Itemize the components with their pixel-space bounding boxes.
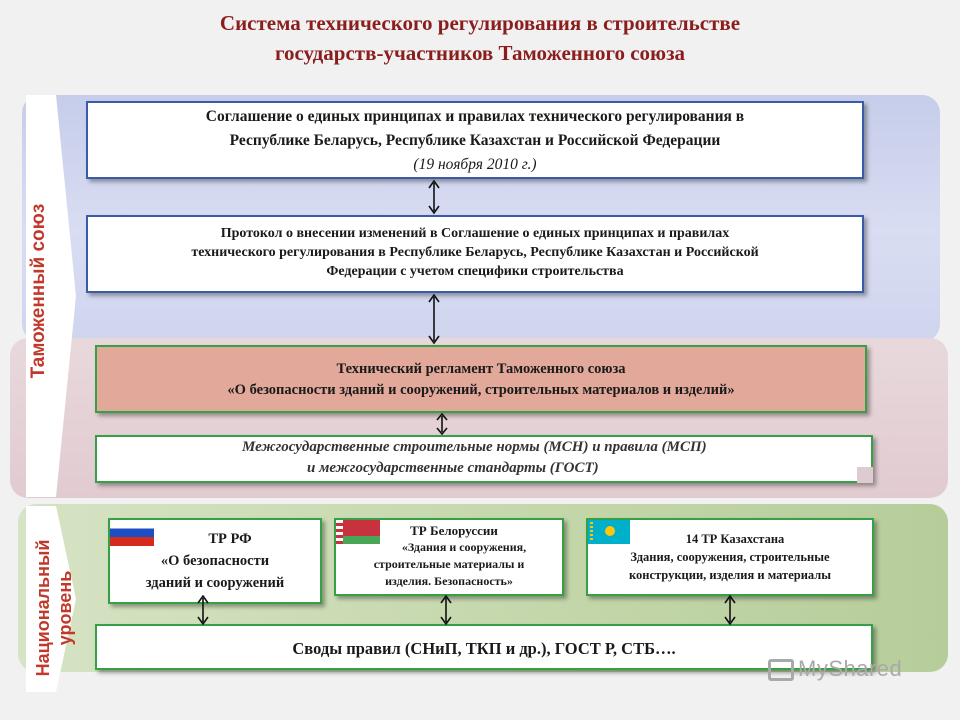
interstate-norms-box (95, 435, 873, 483)
agreement-line-2: Республике Беларусь, Республике Казахстан и Российской Федерации (229, 132, 721, 149)
tech-reg-line-1: Технический регламент Таможенного союза (336, 361, 626, 377)
belarus-flag-icon (336, 520, 380, 544)
tr-rf-line-3: зданий и сооружений (145, 575, 285, 591)
interstate-line-1: Межгосударственные строительные нормы (МСН) и правила (МСП) (242, 439, 707, 455)
codes-of-rules-box (95, 624, 873, 670)
folded-corner (857, 467, 873, 483)
tr-by-line-4: изделия. Безопасность» (385, 574, 513, 588)
protocol-box (86, 215, 864, 293)
agreement-box (86, 101, 864, 179)
codes-text: Своды правил (СНиП, ТКП и др.), ГОСТ Р, СТБ…. (292, 639, 676, 658)
watermark (768, 656, 902, 682)
title-line-2: государств-участников Таможенного союза (274, 41, 686, 65)
tr-kz-line-2: Здания, сооружения, строительные (630, 550, 830, 564)
tr-kz-line-1: 14 ТР Казахстана (685, 532, 785, 546)
tr-rf-line-1: ТР РФ (208, 531, 252, 547)
kazakhstan-ornament (590, 522, 593, 542)
connector-arrow-1 (426, 179, 442, 215)
agreement-line-1: Соглашение о единых принципах и правилах технического регулирования в (205, 108, 745, 125)
technical-regulation-box (95, 345, 867, 413)
title-line-1: Система технического регулирования в строительстве (219, 11, 741, 35)
connector-arrow-2 (426, 293, 442, 345)
connector-arrow-by (438, 595, 454, 625)
tech-reg-line-2: «О безопасности зданий и сооружений, строительных материалов и изделий» (227, 382, 735, 398)
watermark-text: MyShared (798, 656, 903, 681)
national-level-label-line-2: уровень (55, 570, 75, 646)
protocol-line-3: Федерации с учетом специфики строительства (326, 264, 624, 279)
national-level-label-line-1: Национальный (33, 539, 53, 677)
tr-by-line-3: строительные материалы и (373, 557, 525, 571)
watermark-logo-icon (768, 659, 794, 681)
interstate-line-2: и межгосударственные стандарты (ГОСТ) (307, 460, 599, 476)
protocol-line-1: Протокол о внесении изменений в Соглашение о единых принципах и правилах (220, 226, 730, 241)
tr-by-line-2: «Здания и сооружения, (401, 540, 527, 554)
connector-arrow-kz (722, 595, 738, 625)
belarus-ornament (336, 520, 343, 544)
national-level-label (32, 518, 76, 698)
protocol-line-2: технического регулирования в Республике Беларусь, Республике Казахстан и Российской (191, 245, 759, 260)
kazakhstan-sun (605, 526, 615, 536)
tr-rf-line-2: «О безопасности (160, 553, 270, 569)
connector-arrow-rf (195, 595, 211, 625)
agreement-date: (19 ноября 2010 г.) (413, 156, 537, 173)
russia-flag-icon (110, 520, 154, 546)
connector-arrow-3 (434, 413, 450, 435)
tr-kz-line-3: конструкции, изделия и материалы (628, 568, 832, 582)
customs-union-label: Таможенный союз (28, 203, 49, 379)
kazakhstan-flag-icon (588, 520, 630, 544)
page-title (0, 8, 960, 68)
tr-by-line-1: ТР Белоруссии (410, 523, 498, 538)
